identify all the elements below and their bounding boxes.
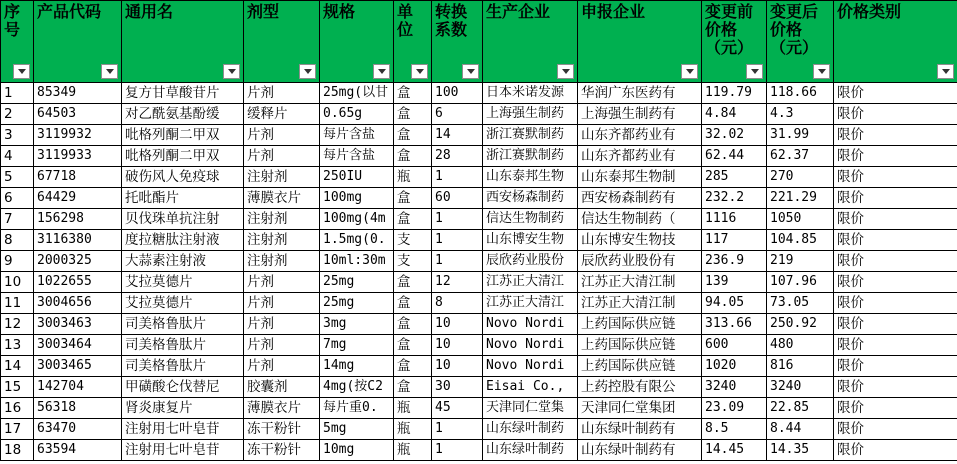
table-row [1, 419, 957, 440]
cell-price_type[interactable]: 限价 [834, 230, 957, 251]
column-header-label: 变更前价格（元） [705, 2, 754, 57]
cell-price_after[interactable]: 816 [767, 356, 834, 377]
cell-spec[interactable]: 100mg(4m [320, 209, 394, 230]
cell-applicant[interactable]: 上海强生制药有 [578, 104, 702, 125]
cell-code[interactable]: 64503 [34, 104, 122, 125]
cell-price_before[interactable]: 117 [702, 230, 767, 251]
cell-unit[interactable]: 盒 [394, 209, 432, 230]
cell-seq[interactable]: 10 [1, 272, 34, 293]
cell-form[interactable]: 片剂 [244, 335, 320, 356]
cell-price_after[interactable]: 73.05 [767, 293, 834, 314]
cell-seq[interactable]: 18 [1, 440, 34, 461]
table-row [1, 440, 957, 461]
cell-name[interactable]: 司美格鲁肽片 [122, 356, 244, 377]
cell-seq[interactable]: 12 [1, 314, 34, 335]
column-header-label: 序号 [4, 2, 21, 39]
cell-form[interactable]: 片剂 [244, 356, 320, 377]
cell-applicant[interactable]: 山东齐都药业有 [578, 125, 702, 146]
cell-ratio[interactable]: 8 [432, 293, 483, 314]
cell-seq[interactable]: 1 [1, 83, 34, 104]
cell-price_before[interactable]: 4.84 [702, 104, 767, 125]
filter-dropdown-icon[interactable] [462, 64, 479, 79]
cell-form[interactable]: 胶囊剂 [244, 377, 320, 398]
cell-maker[interactable]: 天津同仁堂集 [483, 398, 578, 419]
cell-unit[interactable]: 盒 [394, 83, 432, 104]
column-header-label: 产品代码 [37, 2, 102, 21]
column-header-label: 变更后价格（元） [770, 2, 819, 57]
cell-name[interactable]: 破伤风人免疫球 [122, 167, 244, 188]
cell-form[interactable]: 薄膜衣片 [244, 398, 320, 419]
cell-code[interactable]: 142704 [34, 377, 122, 398]
cell-price_type[interactable]: 限价 [834, 167, 957, 188]
cell-maker[interactable]: 山东绿叶制药 [483, 440, 578, 461]
cell-applicant[interactable]: 山东绿叶制药有 [578, 440, 702, 461]
cell-spec[interactable]: 1.5mg(0. [320, 230, 394, 251]
cell-ratio[interactable]: 100 [432, 83, 483, 104]
cell-code[interactable]: 3003464 [34, 335, 122, 356]
column-header-label: 剂型 [247, 2, 280, 21]
cell-price_type[interactable]: 限价 [834, 125, 957, 146]
cell-seq[interactable]: 4 [1, 146, 34, 167]
cell-code[interactable]: 67718 [34, 167, 122, 188]
table-row [1, 230, 957, 251]
cell-spec[interactable]: 25mg(以甘 [320, 83, 394, 104]
cell-name[interactable]: 甲磺酸仑伐替尼 [122, 377, 244, 398]
cell-maker[interactable]: 西安杨森制药 [483, 188, 578, 209]
cell-name[interactable]: 司美格鲁肽片 [122, 335, 244, 356]
cell-name[interactable]: 对乙酰氨基酚缓 [122, 104, 244, 125]
cell-seq[interactable]: 9 [1, 251, 34, 272]
cell-code[interactable]: 156298 [34, 209, 122, 230]
table-row [1, 398, 957, 419]
cell-applicant[interactable]: 上药控股有限公 [578, 377, 702, 398]
column-header-ratio[interactable] [432, 1, 483, 83]
cell-code[interactable]: 3116380 [34, 230, 122, 251]
cell-price_before[interactable]: 232.2 [702, 188, 767, 209]
column-header-code[interactable] [34, 1, 122, 83]
cell-code[interactable]: 3119933 [34, 146, 122, 167]
cell-price_type[interactable]: 限价 [834, 335, 957, 356]
cell-applicant[interactable]: 上药国际供应链 [578, 356, 702, 377]
table-row [1, 251, 957, 272]
cell-price_type[interactable]: 限价 [834, 272, 957, 293]
column-header-label: 通用名 [125, 2, 174, 21]
cell-applicant[interactable]: 天津同仁堂集团 [578, 398, 702, 419]
cell-applicant[interactable]: 上药国际供应链 [578, 314, 702, 335]
cell-applicant[interactable]: 华润广东医药有 [578, 83, 702, 104]
column-header-label: 申报企业 [581, 2, 646, 21]
cell-price_before[interactable]: 23.09 [702, 398, 767, 419]
cell-name[interactable]: 注射用七叶皂苷 [122, 419, 244, 440]
table-row [1, 377, 957, 398]
cell-name[interactable]: 司美格鲁肽片 [122, 314, 244, 335]
cell-price_before[interactable]: 3240 [702, 377, 767, 398]
cell-applicant[interactable]: 山东博安生物技 [578, 230, 702, 251]
cell-price_before[interactable]: 14.45 [702, 440, 767, 461]
cell-ratio[interactable]: 30 [432, 377, 483, 398]
cell-seq[interactable]: 11 [1, 293, 34, 314]
cell-ratio[interactable]: 10 [432, 314, 483, 335]
cell-maker[interactable]: Novo Nordi [483, 314, 578, 335]
table-row [1, 83, 957, 104]
cell-code[interactable]: 3004656 [34, 293, 122, 314]
cell-price_type[interactable]: 限价 [834, 314, 957, 335]
cell-seq[interactable]: 3 [1, 125, 34, 146]
cell-form[interactable]: 冻干粉针 [244, 440, 320, 461]
column-header-spec[interactable] [320, 1, 394, 83]
cell-spec[interactable]: 每片重0. [320, 398, 394, 419]
cell-seq[interactable]: 14 [1, 356, 34, 377]
cell-unit[interactable]: 盒 [394, 356, 432, 377]
filter-dropdown-icon[interactable] [373, 64, 390, 79]
cell-maker[interactable]: Novo Nordi [483, 356, 578, 377]
table-row [1, 146, 957, 167]
cell-price_type[interactable]: 限价 [834, 419, 957, 440]
cell-name[interactable]: 注射用七叶皂苷 [122, 440, 244, 461]
table-row [1, 293, 957, 314]
column-header-label: 价格类别 [837, 2, 902, 21]
table-row [1, 209, 957, 230]
cell-ratio[interactable]: 1 [432, 230, 483, 251]
cell-seq[interactable]: 15 [1, 377, 34, 398]
cell-price_after[interactable]: 118.66 [767, 83, 834, 104]
cell-spec[interactable]: 5mg [320, 419, 394, 440]
cell-price_before[interactable]: 62.44 [702, 146, 767, 167]
cell-price_after[interactable]: 270 [767, 167, 834, 188]
column-header-form[interactable] [244, 1, 320, 83]
cell-price_before[interactable]: 1020 [702, 356, 767, 377]
cell-form[interactable]: 注射剂 [244, 230, 320, 251]
cell-applicant[interactable]: 江苏正大清江制 [578, 272, 702, 293]
column-header-name[interactable] [122, 1, 244, 83]
cell-seq[interactable]: 6 [1, 188, 34, 209]
cell-spec[interactable]: 0.65g [320, 104, 394, 125]
cell-maker[interactable]: 浙江赛默制药 [483, 146, 578, 167]
cell-applicant[interactable]: 山东绿叶制药有 [578, 419, 702, 440]
cell-code[interactable]: 85349 [34, 83, 122, 104]
cell-price_type[interactable]: 限价 [834, 356, 957, 377]
cell-unit[interactable]: 盒 [394, 146, 432, 167]
cell-maker[interactable]: 江苏正大清江 [483, 293, 578, 314]
cell-price_before[interactable]: 285 [702, 167, 767, 188]
cell-ratio[interactable]: 1 [432, 440, 483, 461]
filter-dropdown-icon[interactable] [813, 64, 830, 79]
cell-price_after[interactable]: 3240 [767, 377, 834, 398]
table-row [1, 335, 957, 356]
cell-unit[interactable]: 盒 [394, 335, 432, 356]
cell-price_type[interactable]: 限价 [834, 377, 957, 398]
cell-spec[interactable]: 100mg [320, 188, 394, 209]
cell-name[interactable]: 艾拉莫德片 [122, 293, 244, 314]
cell-unit[interactable]: 盒 [394, 272, 432, 293]
cell-applicant[interactable]: 山东齐都药业有 [578, 146, 702, 167]
cell-ratio[interactable]: 60 [432, 188, 483, 209]
filter-dropdown-icon[interactable] [13, 64, 30, 79]
column-header-label: 转换系数 [435, 2, 468, 39]
cell-name[interactable]: 艾拉莫德片 [122, 272, 244, 293]
cell-spec[interactable]: 250IU [320, 167, 394, 188]
cell-price_after[interactable]: 107.96 [767, 272, 834, 293]
table-row [1, 356, 957, 377]
cell-ratio[interactable]: 1 [432, 167, 483, 188]
cell-name[interactable]: 吡格列酮二甲双 [122, 125, 244, 146]
cell-price_type[interactable]: 限价 [834, 293, 957, 314]
cell-price_after[interactable]: 62.37 [767, 146, 834, 167]
cell-spec[interactable]: 25mg [320, 272, 394, 293]
cell-unit[interactable]: 盒 [394, 314, 432, 335]
cell-name[interactable]: 贝伐珠单抗注射 [122, 209, 244, 230]
cell-unit[interactable]: 盒 [394, 293, 432, 314]
column-header-seq[interactable] [1, 1, 34, 83]
column-header-price_after[interactable] [767, 1, 834, 83]
table-body [1, 83, 957, 461]
cell-price_before[interactable]: 313.66 [702, 314, 767, 335]
cell-price_type[interactable]: 限价 [834, 188, 957, 209]
cell-code[interactable]: 63470 [34, 419, 122, 440]
cell-applicant[interactable]: 江苏正大清江制 [578, 293, 702, 314]
cell-price_before[interactable]: 8.5 [702, 419, 767, 440]
cell-ratio[interactable]: 14 [432, 125, 483, 146]
cell-ratio[interactable]: 1 [432, 209, 483, 230]
cell-maker[interactable]: Novo Nordi [483, 335, 578, 356]
cell-seq[interactable]: 5 [1, 167, 34, 188]
cell-price_type[interactable]: 限价 [834, 146, 957, 167]
cell-price_after[interactable]: 250.92 [767, 314, 834, 335]
cell-price_after[interactable]: 221.29 [767, 188, 834, 209]
cell-seq[interactable]: 13 [1, 335, 34, 356]
cell-maker[interactable]: 山东绿叶制药 [483, 419, 578, 440]
cell-seq[interactable]: 17 [1, 419, 34, 440]
cell-price_before[interactable]: 119.79 [702, 83, 767, 104]
cell-maker[interactable]: 浙江赛默制药 [483, 125, 578, 146]
cell-maker[interactable]: 辰欣药业股份 [483, 251, 578, 272]
cell-seq[interactable]: 7 [1, 209, 34, 230]
cell-maker[interactable]: Eisai Co., [483, 377, 578, 398]
cell-price_type[interactable]: 限价 [834, 209, 957, 230]
cell-price_type[interactable]: 限价 [834, 104, 957, 125]
cell-maker[interactable]: 信达生物制药 [483, 209, 578, 230]
column-header-label: 生产企业 [486, 2, 551, 21]
cell-spec[interactable]: 4mg(按C2 [320, 377, 394, 398]
table-row [1, 314, 957, 335]
table-row [1, 125, 957, 146]
filter-dropdown-icon[interactable] [746, 64, 763, 79]
cell-form[interactable]: 片剂 [244, 272, 320, 293]
cell-spec[interactable]: 10ml:30m [320, 251, 394, 272]
cell-seq[interactable]: 2 [1, 104, 34, 125]
cell-form[interactable]: 片剂 [244, 314, 320, 335]
filter-dropdown-icon[interactable] [411, 64, 428, 79]
cell-price_after[interactable]: 22.85 [767, 398, 834, 419]
cell-unit[interactable]: 盒 [394, 377, 432, 398]
filter-dropdown-icon[interactable] [223, 64, 240, 79]
table-row [1, 167, 957, 188]
cell-form[interactable]: 片剂 [244, 83, 320, 104]
cell-form[interactable]: 缓释片 [244, 104, 320, 125]
cell-unit[interactable]: 瓶 [394, 419, 432, 440]
column-header-price_before[interactable] [702, 1, 767, 83]
cell-applicant[interactable]: 上药国际供应链 [578, 335, 702, 356]
cell-spec[interactable]: 每片含盐 [320, 146, 394, 167]
cell-applicant[interactable]: 西安杨森制药有 [578, 188, 702, 209]
cell-price_after[interactable]: 1050 [767, 209, 834, 230]
cell-form[interactable]: 冻干粉针 [244, 419, 320, 440]
cell-applicant[interactable]: 辰欣药业股份有 [578, 251, 702, 272]
cell-unit[interactable]: 盒 [394, 188, 432, 209]
cell-name[interactable]: 吡格列酮二甲双 [122, 146, 244, 167]
cell-code[interactable]: 3119932 [34, 125, 122, 146]
cell-price_after[interactable]: 31.99 [767, 125, 834, 146]
cell-price_before[interactable]: 139 [702, 272, 767, 293]
cell-code[interactable]: 3003463 [34, 314, 122, 335]
cell-applicant[interactable]: 山东泰邦生物制 [578, 167, 702, 188]
cell-form[interactable]: 注射剂 [244, 251, 320, 272]
cell-unit[interactable]: 支 [394, 230, 432, 251]
cell-form[interactable]: 片剂 [244, 125, 320, 146]
cell-unit[interactable]: 瓶 [394, 440, 432, 461]
cell-price_after[interactable]: 104.85 [767, 230, 834, 251]
cell-seq[interactable]: 8 [1, 230, 34, 251]
filter-dropdown-icon[interactable] [937, 64, 954, 79]
cell-price_after[interactable]: 8.44 [767, 419, 834, 440]
cell-spec[interactable]: 14mg [320, 356, 394, 377]
cell-maker[interactable]: 上海强生制药 [483, 104, 578, 125]
cell-ratio[interactable]: 10 [432, 335, 483, 356]
cell-code[interactable]: 1022655 [34, 272, 122, 293]
cell-unit[interactable]: 盒 [394, 125, 432, 146]
column-header-label: 单位 [397, 2, 414, 39]
cell-maker[interactable]: 日本米诺发源 [483, 83, 578, 104]
cell-seq[interactable]: 16 [1, 398, 34, 419]
cell-spec[interactable]: 25mg [320, 293, 394, 314]
cell-form[interactable]: 注射剂 [244, 209, 320, 230]
header-row [1, 1, 957, 83]
cell-price_type[interactable]: 限价 [834, 440, 957, 461]
cell-spec[interactable]: 7mg [320, 335, 394, 356]
column-header-applicant[interactable] [578, 1, 702, 83]
cell-maker[interactable]: 山东泰邦生物 [483, 167, 578, 188]
table-row [1, 104, 957, 125]
cell-price_before[interactable]: 94.05 [702, 293, 767, 314]
cell-ratio[interactable]: 10 [432, 356, 483, 377]
cell-price_type[interactable]: 限价 [834, 251, 957, 272]
cell-price_after[interactable]: 4.3 [767, 104, 834, 125]
cell-price_before[interactable]: 600 [702, 335, 767, 356]
cell-unit[interactable]: 盒 [394, 104, 432, 125]
cell-name[interactable]: 度拉糖肽注射液 [122, 230, 244, 251]
table-row [1, 272, 957, 293]
cell-code[interactable]: 2000325 [34, 251, 122, 272]
filter-dropdown-icon[interactable] [299, 64, 316, 79]
cell-maker[interactable]: 山东博安生物 [483, 230, 578, 251]
cell-ratio[interactable]: 1 [432, 251, 483, 272]
column-header-label: 规格 [323, 2, 356, 21]
cell-name[interactable]: 大蒜素注射液 [122, 251, 244, 272]
cell-ratio[interactable]: 6 [432, 104, 483, 125]
cell-code[interactable]: 64429 [34, 188, 122, 209]
filter-dropdown-icon[interactable] [101, 64, 118, 79]
table-row [1, 188, 957, 209]
cell-price_after[interactable]: 219 [767, 251, 834, 272]
cell-price_before[interactable]: 236.9 [702, 251, 767, 272]
filter-dropdown-icon[interactable] [557, 64, 574, 79]
cell-price_after[interactable]: 14.35 [767, 440, 834, 461]
cell-form[interactable]: 薄膜衣片 [244, 188, 320, 209]
cell-form[interactable]: 片剂 [244, 293, 320, 314]
column-header-maker[interactable] [483, 1, 578, 83]
cell-spec[interactable]: 3mg [320, 314, 394, 335]
cell-name[interactable]: 肾炎康复片 [122, 398, 244, 419]
cell-maker[interactable]: 江苏正大清江 [483, 272, 578, 293]
cell-spec[interactable]: 10mg [320, 440, 394, 461]
cell-code[interactable]: 3003465 [34, 356, 122, 377]
cell-unit[interactable]: 支 [394, 251, 432, 272]
column-header-unit[interactable] [394, 1, 432, 83]
cell-price_before[interactable]: 32.02 [702, 125, 767, 146]
cell-name[interactable]: 复方甘草酸苷片 [122, 83, 244, 104]
cell-price_type[interactable]: 限价 [834, 83, 957, 104]
cell-price_type[interactable]: 限价 [834, 398, 957, 419]
cell-price_before[interactable]: 1116 [702, 209, 767, 230]
cell-unit[interactable]: 瓶 [394, 167, 432, 188]
cell-price_after[interactable]: 480 [767, 335, 834, 356]
cell-ratio[interactable]: 12 [432, 272, 483, 293]
cell-name[interactable]: 托吡酯片 [122, 188, 244, 209]
cell-ratio[interactable]: 45 [432, 398, 483, 419]
cell-ratio[interactable]: 28 [432, 146, 483, 167]
cell-code[interactable]: 63594 [34, 440, 122, 461]
cell-form[interactable]: 片剂 [244, 146, 320, 167]
cell-code[interactable]: 56318 [34, 398, 122, 419]
cell-spec[interactable]: 每片含盐 [320, 125, 394, 146]
column-header-price_type[interactable] [834, 1, 957, 83]
cell-ratio[interactable]: 1 [432, 419, 483, 440]
cell-form[interactable]: 注射剂 [244, 167, 320, 188]
cell-applicant[interactable]: 信达生物制药（ [578, 209, 702, 230]
filter-dropdown-icon[interactable] [681, 64, 698, 79]
cell-unit[interactable]: 瓶 [394, 398, 432, 419]
